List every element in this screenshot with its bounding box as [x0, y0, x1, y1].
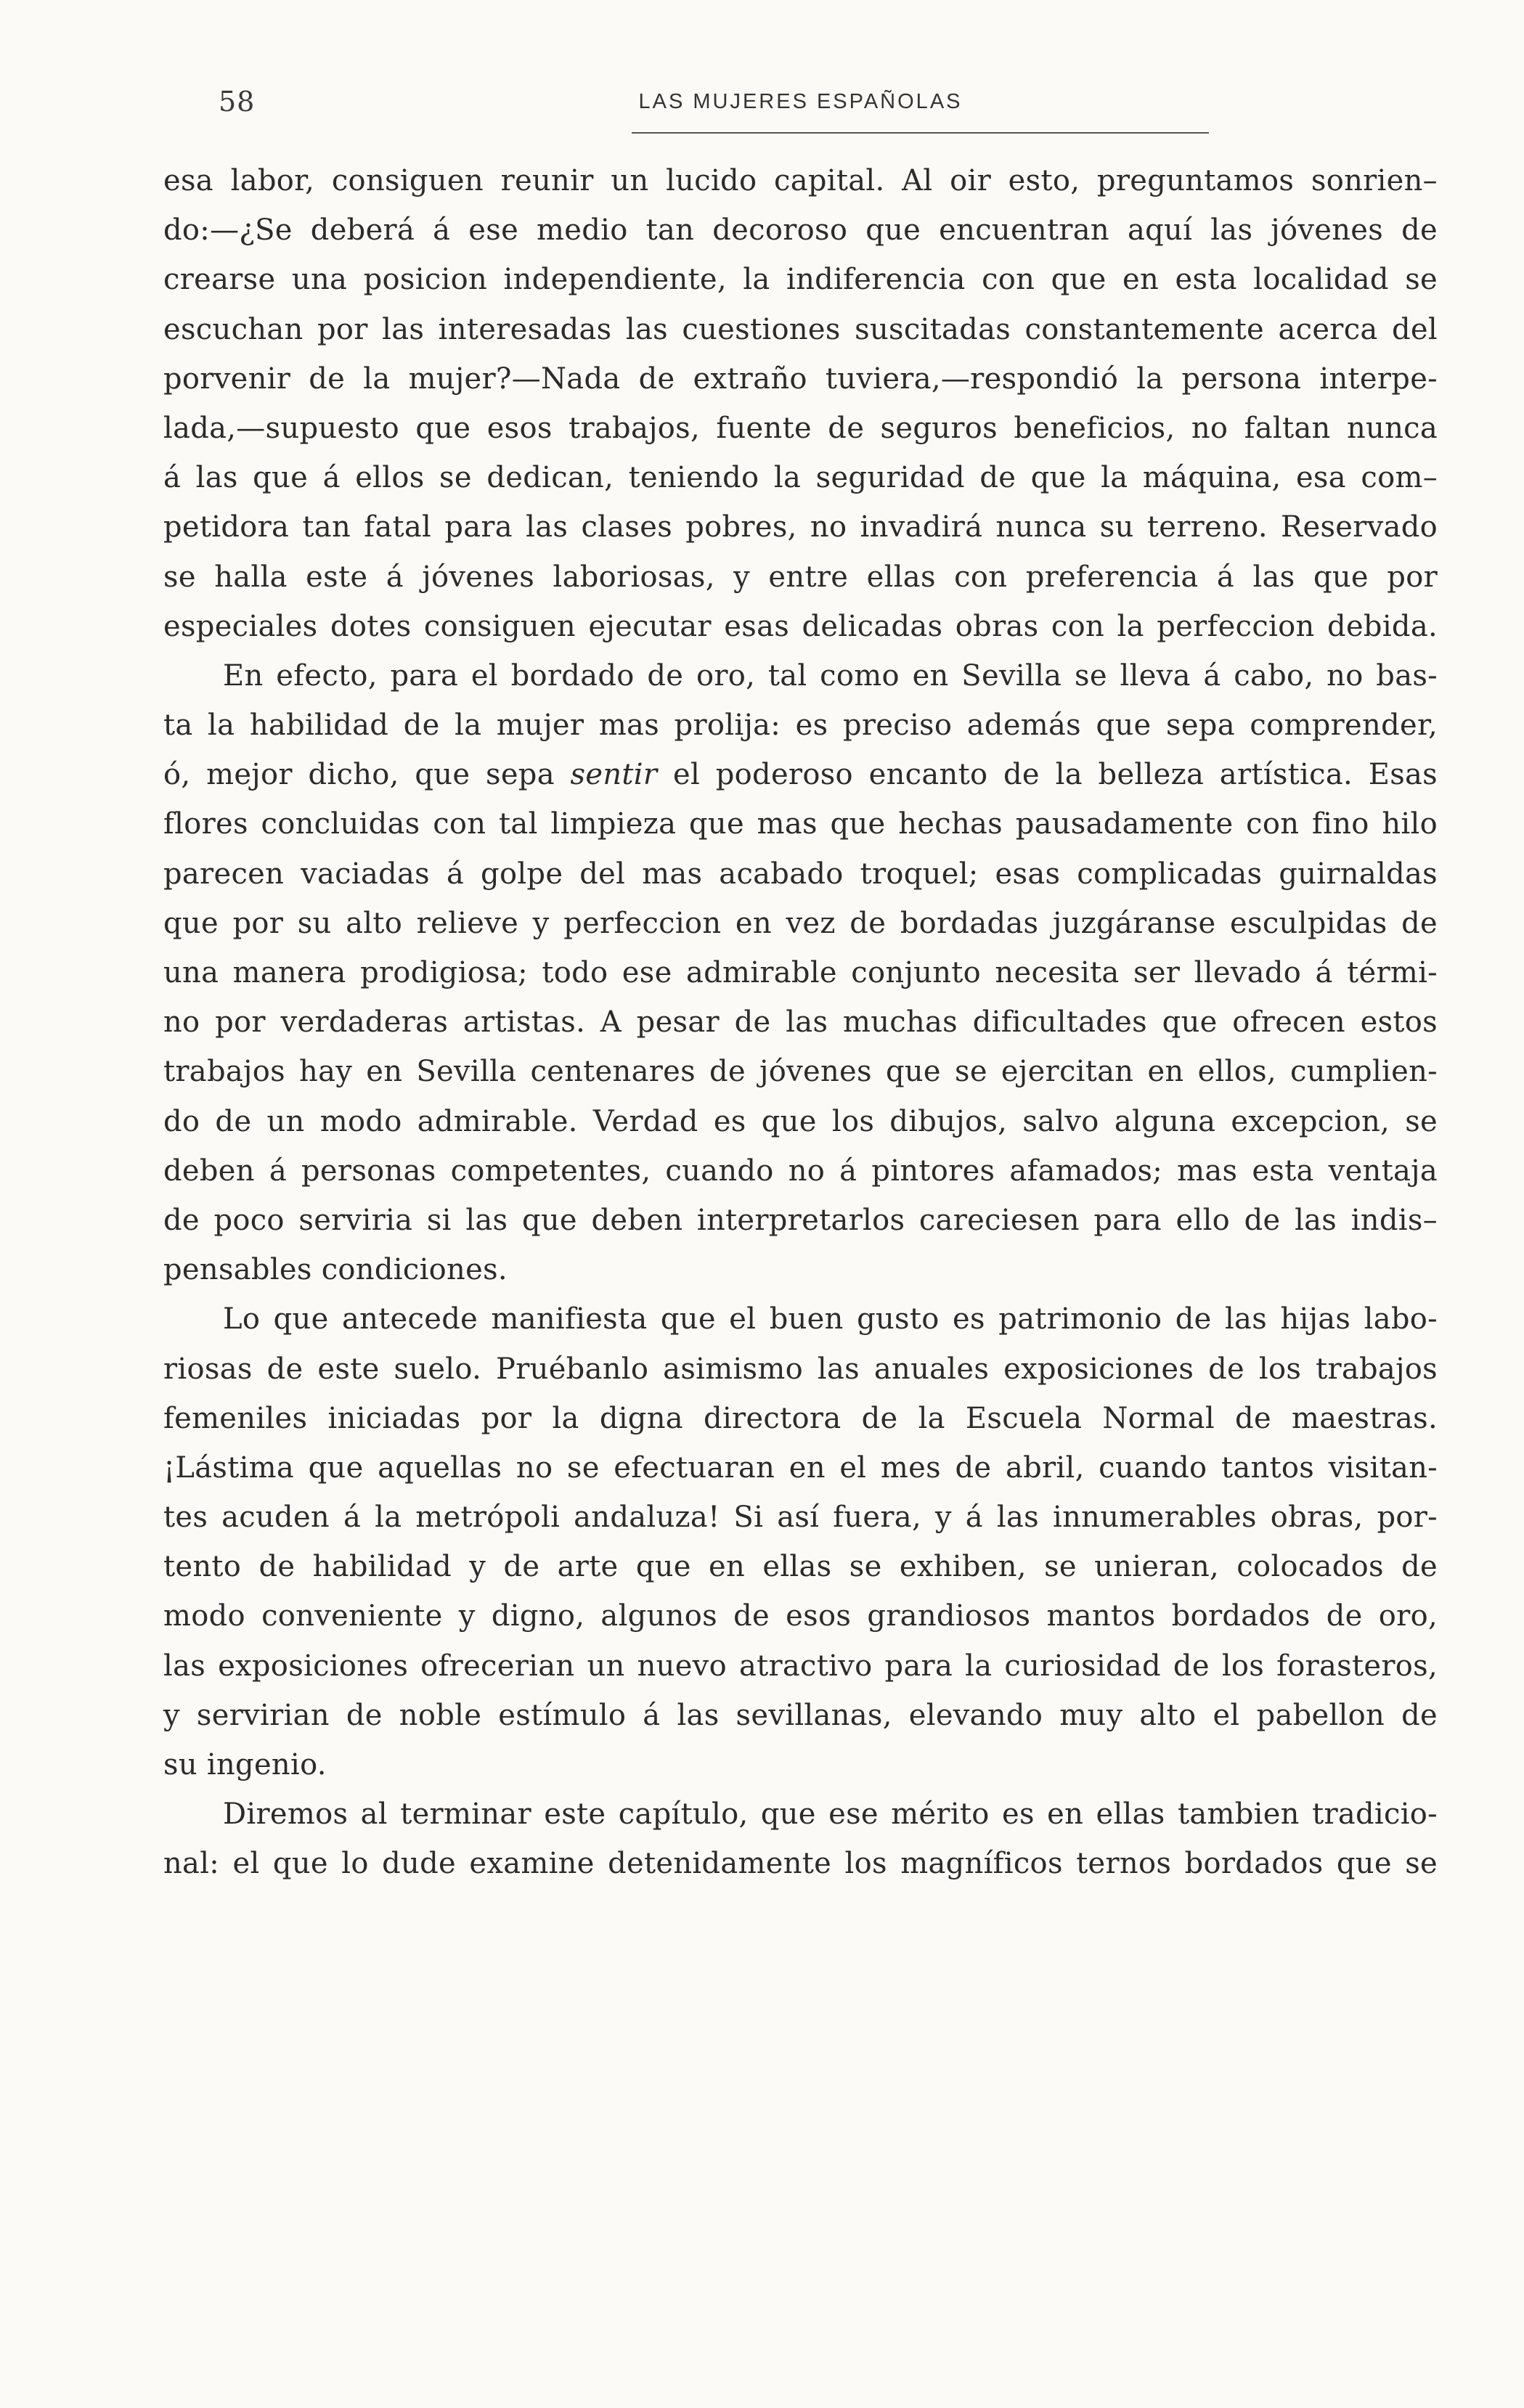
paragraph-1 [163, 156, 1438, 651]
text-line: Diremos al terminar este capítulo, que ese mérito es en ellas tambien tradicio- [223, 1797, 1438, 1832]
text-line: tes acuden á la metrópoli andaluza! Si así fuera, y á las innumerables obras, por- [163, 1501, 1438, 1535]
text-line: deben á personas competentes, cuando no á pintores afamados; mas esta ventaja [163, 1154, 1438, 1188]
text-line: á las que á ellos se dedican, teniendo la seguridad de que la máquina, esa com– [163, 461, 1438, 495]
text-line: y servirian de noble estímulo á las sevillanas, elevando muy alto el pabellon de [163, 1698, 1438, 1732]
text-line: porvenir de la mujer?—Nada de extraño tuviera,—respondió la persona interpe- [163, 362, 1438, 396]
running-head [163, 86, 1438, 129]
text-line: trabajos hay en Sevilla centenares de jóvenes que se ejercitan en ellos, cumplien- [163, 1055, 1438, 1089]
text-line: crearse una posicion independiente, la indiferencia con que en esta localidad se [163, 263, 1438, 297]
text-line: su ingenio. [163, 1748, 327, 1781]
paragraph-3 [163, 1294, 1438, 1789]
text-line: En efecto, para el bordado de oro, tal como en Sevilla se lleva á cabo, no bas- [223, 658, 1438, 693]
text-line: esa labor, consiguen reunir un lucido capital. Al oir esto, preguntamos sonrien– [163, 164, 1438, 197]
text-line: do:—¿Se deberá á ese medio tan decoroso que encuentran aquí las jóvenes de [163, 213, 1438, 248]
text-line: pensables condiciones. [163, 1253, 508, 1287]
paragraph-2 [163, 651, 1438, 1294]
text-line: petidora tan fatal para las clases pobres, no invadirá nunca su terreno. Reservado [163, 510, 1438, 544]
text-line: parecen vaciadas á golpe del mas acabado troquel; esas complicadas guirnaldas [163, 857, 1438, 891]
header-rule [632, 132, 1209, 134]
text-line: femeniles iniciadas por la digna directora de la Escuela Normal de maestras. [163, 1401, 1438, 1435]
text-line: especiales dotes consiguen ejecutar esas delicadas obras con la perfeccion debida. [163, 609, 1438, 643]
text-line: que por su alto relieve y perfeccion en vez de bordadas juzgáranse esculpidas de [163, 906, 1438, 940]
text-line: nal: el que lo dude examine detenidamente los magníficos ternos bordados que se [163, 1847, 1438, 1881]
text-line: no por verdaderas artistas. A pesar de las muchas dificultades que ofrecen estos [163, 1005, 1438, 1040]
text-line: de poco serviria si las que deben interpretarlos careciesen para ello de las indis– [163, 1203, 1438, 1237]
text-line: flores concluidas con tal limpieza que mas que hechas pausadamente con fino hilo [163, 807, 1438, 841]
text-line: do de un modo admirable. Verdad es que los dibujos, salvo alguna excepcion, se [163, 1104, 1438, 1138]
text-line: se halla este á jóvenes laboriosas, y entre ellas con preferencia á las que por [163, 560, 1438, 594]
running-title: LAS MUJERES ESPAÑOLAS [638, 90, 963, 113]
text-line: ¡Lástima que aquellas no se efectuaran en el mes de abril, cuando tantos visitan- [163, 1450, 1438, 1485]
text-line: modo conveniente y digno, algunos de esos grandiosos mantos bordados de oro, [163, 1599, 1438, 1633]
text-line: tento de habilidad y de arte que en ellas se exhiben, se unieran, colocados de [163, 1550, 1438, 1584]
body-text [163, 156, 1438, 1889]
text-line: ta la habilidad de la mujer mas prolija: es preciso además que sepa comprender, [163, 709, 1438, 743]
emphasized-word: sentir [570, 758, 658, 792]
text-line: una manera prodigiosa; todo ese admirable conjunto necesita ser llevado á térmi- [163, 956, 1438, 989]
paragraph-4 [163, 1789, 1438, 1888]
text-line: las exposiciones ofrecerian un nuevo atractivo para la curiosidad de los forasteros, [163, 1649, 1438, 1683]
text-line: lada,—supuesto que esos trabajos, fuente de seguros beneficios, no faltan nunca [163, 411, 1438, 445]
text-line: escuchan por las interesadas las cuestiones suscitadas constantemente acerca del [163, 312, 1438, 346]
text-line: ó, mejor dicho, que sepa sentir el poderoso encanto de la belleza artística. Esas [163, 758, 1438, 792]
page-number: 58 [219, 86, 256, 118]
text-line: Lo que antecede manifiesta que el buen gusto es patrimonio de las hijas labo- [223, 1302, 1438, 1336]
text-line: riosas de este suelo. Pruébanlo asimismo las anuales exposiciones de los trabajos [163, 1352, 1438, 1386]
